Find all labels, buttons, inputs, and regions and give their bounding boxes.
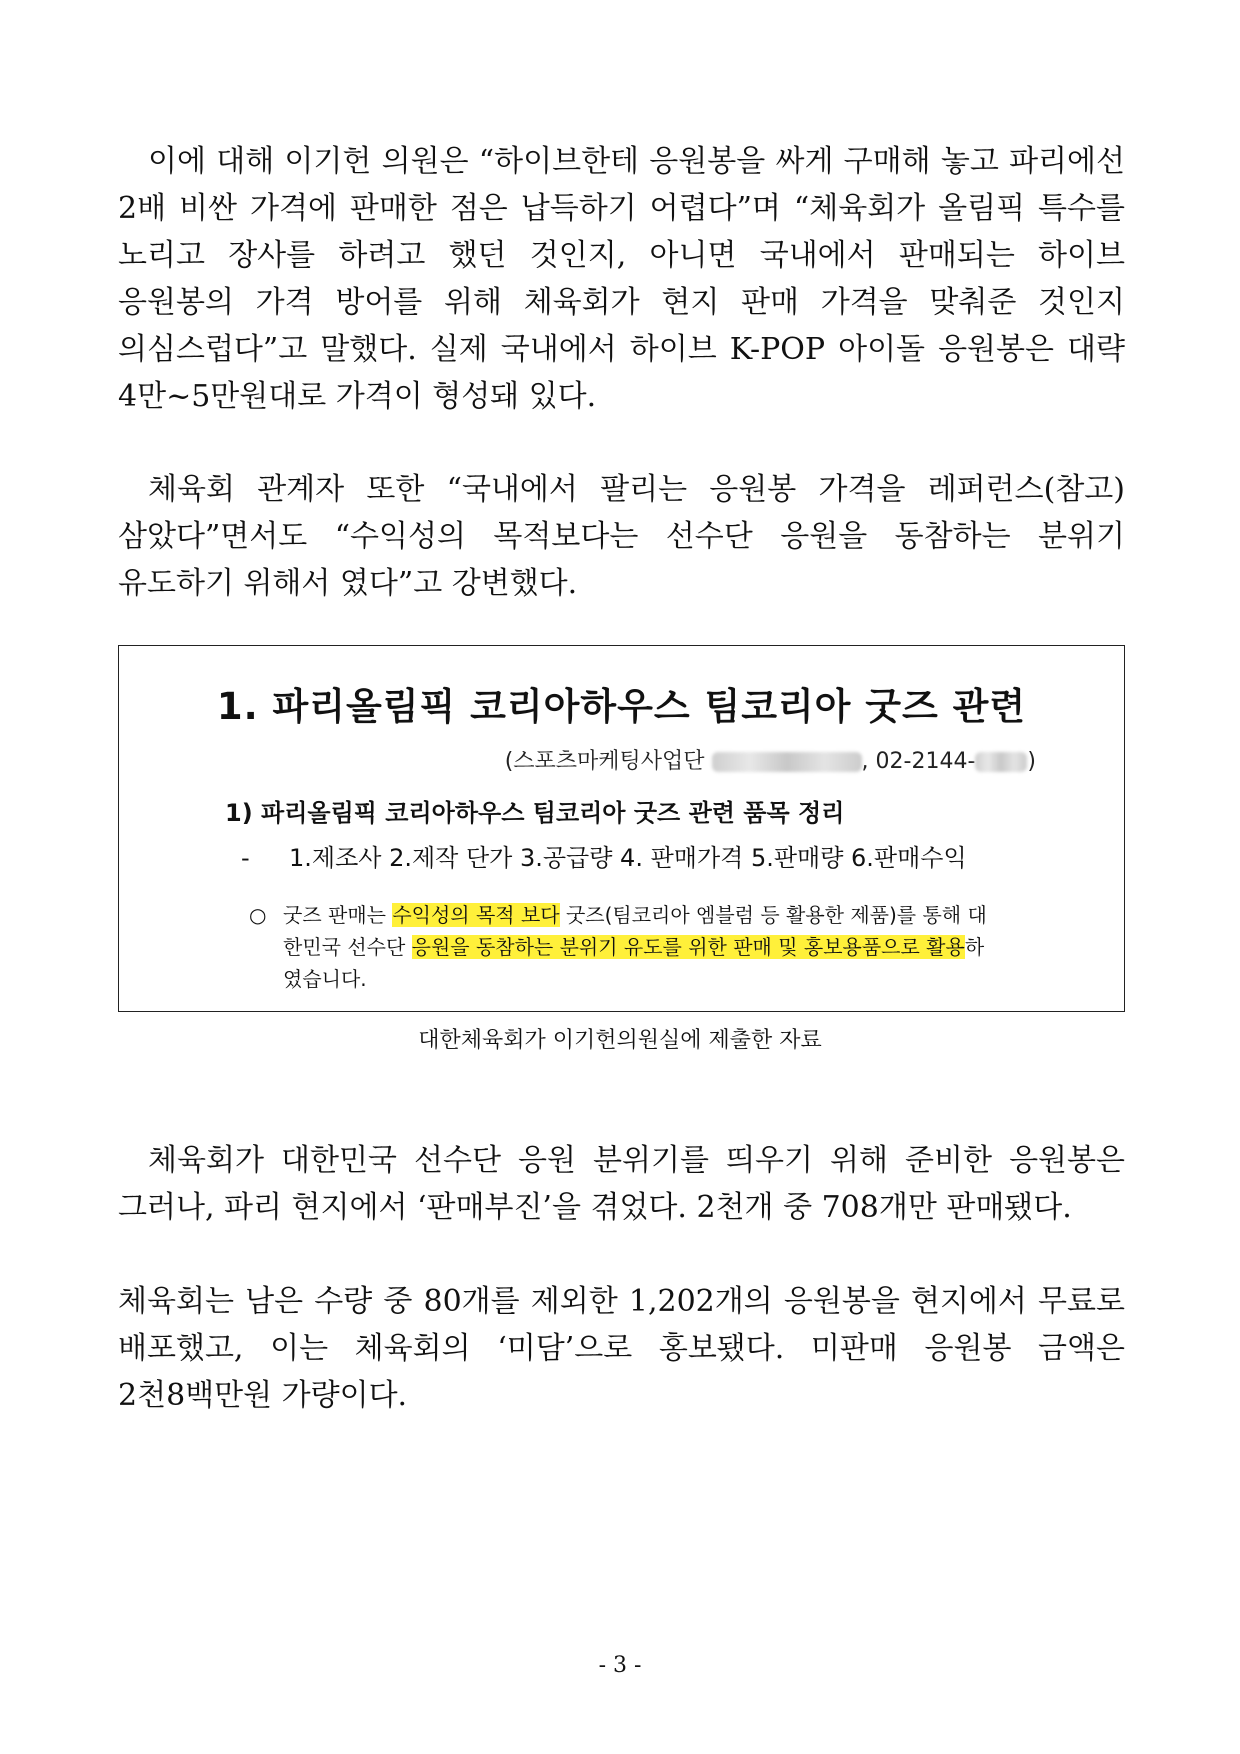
document-item-list: - 1.제조사 2.제작 단가 3.공급량 4. 판매가격 5.판매량 6.판매수익 (241, 844, 967, 872)
paragraph-4-text: 체육회는 남은 수량 중 80개를 제외한 1,202개의 응원봉을 현지에서 무료로 배포했고, 이는 체육회의 ‘미담’으로 홍보됐다. 미판매 응원봉 금액은 2천8백만원 가량이다. (118, 1284, 1135, 1413)
paragraph-2 (118, 466, 1135, 607)
highlight-1: 수익성의 목적 보다 (392, 903, 560, 927)
document-note: ○ 굿즈 판매는 수익성의 목적 보다 굿즈(팀코리아 엠블럼 등 활용한 제품)를 통해 대 한민국 선수단 응원을 동참하는 분위기 유도를 위한 판매 및 홍보용품으로 활용하 였습니다. (249, 899, 1049, 995)
submitted-document-excerpt (118, 645, 1125, 1012)
redacted-name (712, 752, 862, 772)
document-title: 1. 파리올림픽 코리아하우스 팀코리아 굿즈 관련 (216, 685, 1027, 728)
paragraph-4 (118, 1278, 1135, 1419)
paragraph-3 (118, 1137, 1135, 1231)
redacted-phone (975, 752, 1027, 772)
paragraph-2-text: 체육회 관계자 또한 “국내에서 팔리는 응원봉 가격을 레퍼런스(참고) 삼았다”면서도 “수익성의 목적보다는 선수단 응원을 동참하는 분위기 유도하기 위해서 였다”고 강변했다. (118, 472, 1135, 601)
page-number: - 3 - (598, 1653, 642, 1678)
document-subheading: 1) 파리올림픽 코리아하우스 팀코리아 굿즈 관련 품목 정리 (225, 799, 845, 827)
document-contact: (스포츠마케팅사업단 , 02-2144- ) (504, 749, 1036, 774)
highlight-2: 응원을 동참하는 분위기 유도를 위한 판매 및 홍보용품으로 활용 (411, 935, 965, 959)
figure-caption: 대한체육회가 이기헌의원실에 제출한 자료 (418, 1028, 822, 1053)
paragraph-1-text: 이에 대해 이기헌 의원은 “하이브한테 응원봉을 싸게 구매해 놓고 파리에선 2배 비싼 가격에 판매한 점은 납득하기 어렵다”며 “체육회가 올림픽 특수를 노리고 장사를 하려고 했던 것인지, 아니면 국내에서 판매되는 하이브 응원봉의 가격 방어를 위해 체육회가 현지 판매 가격을 맞춰준 것인지 의심스럽다”고 말했다. 실제 국내에서 하이브 K-POP 아이돌 응원봉은 대략 4만~5만원대로 가격이 형성돼 있다. (118, 144, 1135, 414)
circle-bullet-icon: ○ (249, 903, 267, 927)
paragraph-1 (118, 138, 1135, 420)
paragraph-3-text: 체육회가 대한민국 선수단 응원 분위기를 띄우기 위해 준비한 응원봉은 그러나, 파리 현지에서 ‘판매부진’을 겪었다. 2천개 중 708개만 판매됐다. (118, 1143, 1135, 1225)
